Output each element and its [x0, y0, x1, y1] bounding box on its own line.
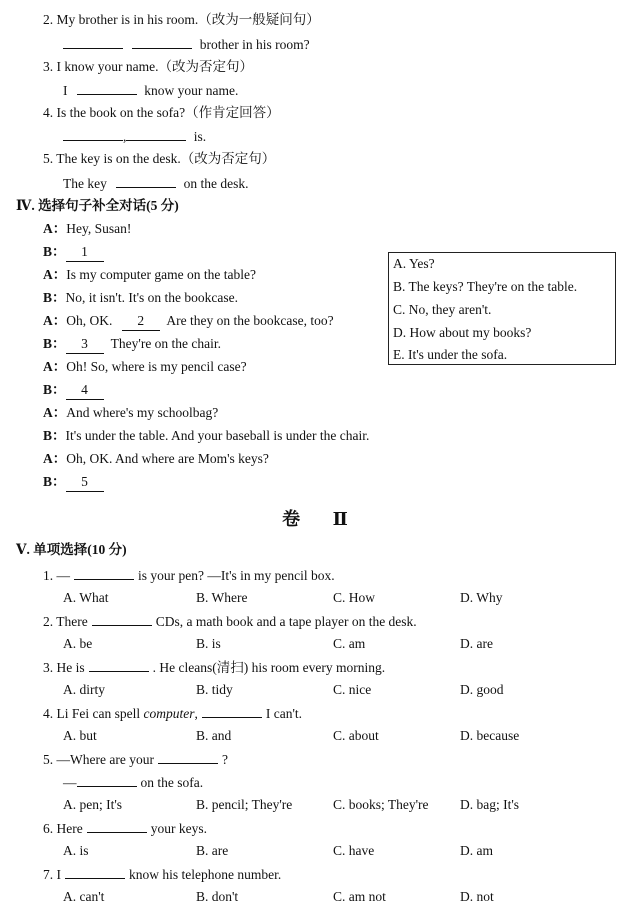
question-text: is your pen? —It's in my pencil box.	[138, 568, 335, 583]
dialogue-line	[43, 381, 104, 400]
dialogue-text: Oh, OK.	[66, 313, 113, 328]
question-text: There	[56, 614, 88, 629]
speaker-label: B：	[43, 290, 66, 305]
answer-option[interactable]: B. tidy	[196, 682, 233, 697]
dialogue-line	[43, 427, 369, 445]
dialogue-blank[interactable]: 4	[66, 381, 104, 400]
dialogue-line	[43, 243, 104, 262]
answer-blank[interactable]	[74, 566, 134, 580]
question-text: know his telephone number.	[129, 867, 282, 882]
dialogue-text: It's under the table. And your baseball is under the chair.	[65, 428, 370, 443]
answer-blank[interactable]	[63, 127, 123, 141]
dialogue-line	[43, 358, 247, 376]
question-number: 5.	[43, 752, 57, 767]
question-line	[43, 819, 207, 838]
question-text: CDs, a math book and a tape player on the desk.	[155, 614, 417, 629]
section5-heading: Ⅴ. 单项选择(10 分)	[16, 542, 127, 557]
answer-option[interactable]: C. How	[333, 590, 376, 605]
answer-option[interactable]: D. bag; It's	[460, 797, 520, 812]
question-line	[43, 750, 228, 769]
option-d: D. How about my books?	[393, 325, 532, 340]
q4-text: Is the book on the sofa?	[56, 105, 186, 120]
dialogue-line	[43, 335, 221, 354]
question-line	[63, 773, 203, 792]
q5-answer-head: The key	[63, 176, 107, 191]
answer-option[interactable]: B. and	[196, 728, 232, 743]
speaker-label: B：	[43, 244, 66, 259]
q2-line	[43, 11, 320, 29]
q3-note: （改为否定句）	[158, 59, 253, 74]
q5-text: The key is on the desk.	[56, 151, 181, 166]
question-text: your keys.	[150, 821, 207, 836]
q3-num: 3.	[43, 59, 54, 74]
question-line	[43, 704, 302, 723]
answer-blank[interactable]	[126, 127, 186, 141]
section4-heading: Ⅳ. 选择句子补全对话(5 分)	[16, 198, 179, 213]
answer-option[interactable]: B. Where	[196, 590, 248, 605]
answer-option[interactable]: A. is	[63, 843, 89, 858]
dialogue-text: Hey, Susan!	[66, 221, 132, 236]
q4-answer-tail: is.	[193, 129, 207, 144]
q2-answer-line	[63, 35, 310, 54]
answer-option[interactable]: C. am	[333, 636, 366, 651]
answer-blank[interactable]	[92, 612, 152, 626]
question-text: I can't.	[265, 706, 303, 721]
q5-note: （改为否定句）	[180, 151, 276, 166]
dialogue-blank[interactable]: 2	[122, 312, 160, 331]
answer-blank[interactable]	[63, 35, 123, 49]
dialogue-line	[43, 312, 334, 331]
question-number: 3.	[43, 660, 57, 675]
question-number: 7.	[43, 867, 57, 882]
question-text: I	[56, 867, 61, 882]
speaker-label: B：	[43, 336, 66, 351]
q5-answer-tail: on the desk.	[183, 176, 249, 191]
question-text: He is	[56, 660, 85, 675]
answer-option[interactable]: C. have	[333, 843, 375, 858]
question-line	[43, 612, 417, 631]
q4-answer-line	[63, 127, 206, 146]
question-text: Li Fei can spell	[56, 706, 144, 721]
dialogue-text: Oh, OK. And where are Mom's keys?	[66, 451, 269, 466]
question-line	[43, 865, 281, 884]
q2-note: （改为一般疑问句）	[198, 12, 320, 27]
option-c: C. No, they aren't.	[393, 302, 492, 317]
answer-blank[interactable]	[116, 174, 176, 188]
question-text: ?	[221, 752, 228, 767]
answer-blank[interactable]	[65, 865, 125, 879]
answer-blank[interactable]	[158, 750, 218, 764]
answer-blank[interactable]	[87, 819, 147, 833]
question-text: ,	[194, 706, 198, 721]
question-number: 4.	[43, 706, 57, 721]
speaker-label: A：	[43, 313, 67, 328]
q3-answer-head: I	[63, 83, 68, 98]
answer-blank[interactable]	[77, 81, 137, 95]
answer-option[interactable]: B. pencil; They're	[196, 797, 293, 812]
dialogue-blank[interactable]: 1	[66, 243, 104, 262]
speaker-label: A：	[43, 267, 67, 282]
q5-answer-line	[63, 174, 248, 193]
answer-option[interactable]: D. because	[460, 728, 520, 743]
question-text: —Where are your	[56, 752, 154, 767]
question-line	[43, 658, 385, 677]
question-text: on the sofa.	[140, 775, 204, 790]
dialogue-line	[43, 289, 238, 307]
q4-comma: ,	[123, 129, 127, 144]
q3-text: I know your name.	[56, 59, 159, 74]
speaker-label: B：	[43, 382, 66, 397]
dialogue-line	[43, 450, 269, 468]
answer-option[interactable]: A. be	[63, 636, 93, 651]
question-number: 2.	[43, 614, 57, 629]
dialogue-text: Oh! So, where is my pencil case?	[66, 359, 247, 374]
answer-option[interactable]: D. am	[460, 843, 493, 858]
answer-blank[interactable]	[202, 704, 262, 718]
speaker-label: B：	[43, 428, 66, 443]
option-e: E. It's under the sofa.	[393, 347, 508, 362]
q3-answer-line	[63, 81, 238, 100]
dialogue-text: Are they on the bookcase, too?	[163, 313, 334, 328]
volume-title: 卷 Ⅱ	[282, 509, 362, 529]
dialogue-text: Is my computer game on the table?	[66, 267, 256, 282]
dialogue-line	[43, 220, 131, 238]
answer-option[interactable]: D. Why	[460, 590, 503, 605]
answer-blank[interactable]	[89, 658, 149, 672]
dialogue-line	[43, 266, 256, 284]
q3-answer-tail: know your name.	[144, 83, 239, 98]
question-number: 1.	[43, 568, 57, 583]
speaker-label: A：	[43, 221, 67, 236]
q2-text: My brother is in his room.	[56, 12, 199, 27]
answer-option[interactable]: B. are	[196, 843, 229, 858]
answer-option[interactable]: C. nice	[333, 682, 372, 697]
q3-line	[43, 58, 253, 76]
answer-option[interactable]: D. good	[460, 682, 504, 697]
answer-blank[interactable]	[132, 35, 192, 49]
answer-option[interactable]: C. about	[333, 728, 379, 743]
dialogue-text: And where's my schoolbag?	[66, 405, 219, 420]
question-text: —	[56, 568, 70, 583]
answer-option[interactable]: C. am not	[333, 889, 386, 904]
question-text: —	[63, 775, 77, 790]
q2-num: 2.	[43, 12, 54, 27]
speaker-label: A：	[43, 405, 67, 420]
option-box	[388, 252, 616, 365]
speaker-label: A：	[43, 359, 67, 374]
dialogue-text: No, it isn't. It's on the bookcase.	[65, 290, 238, 305]
answer-option[interactable]: A. pen; It's	[63, 797, 123, 812]
q5-line	[43, 150, 275, 168]
question-text: computer	[143, 706, 195, 721]
answer-option[interactable]: B. is	[196, 636, 221, 651]
answer-option[interactable]: A. What	[63, 590, 109, 605]
question-number: 6.	[43, 821, 57, 836]
answer-option[interactable]: A. can't	[63, 889, 105, 904]
dialogue-text: They're on the chair.	[107, 336, 222, 351]
q2-answer-tail: brother in his room?	[199, 37, 310, 52]
answer-option[interactable]: D. not	[460, 889, 494, 904]
q5-num: 5.	[43, 151, 54, 166]
q4-note: （作肯定回答）	[185, 105, 280, 120]
answer-option[interactable]: C. books; They're	[333, 797, 429, 812]
dialogue-line	[43, 473, 104, 492]
dialogue-line	[43, 404, 218, 422]
answer-option[interactable]: B. don't	[196, 889, 239, 904]
q4-num: 4.	[43, 105, 54, 120]
question-text: . He cleans(清扫) his room every morning.	[152, 660, 386, 675]
answer-option[interactable]: D. are	[460, 636, 493, 651]
q4-line	[43, 104, 280, 122]
option-a: A. Yes?	[393, 256, 435, 271]
option-b: B. The keys? They're on the table.	[393, 279, 578, 294]
answer-option[interactable]: A. dirty	[63, 682, 105, 697]
answer-blank[interactable]	[77, 773, 137, 787]
speaker-label: B：	[43, 474, 66, 489]
question-text: Here	[56, 821, 83, 836]
dialogue-blank[interactable]: 3	[66, 335, 104, 354]
speaker-label: A：	[43, 451, 67, 466]
answer-option[interactable]: A. but	[63, 728, 97, 743]
question-line	[43, 566, 335, 585]
dialogue-blank[interactable]: 5	[66, 473, 104, 492]
